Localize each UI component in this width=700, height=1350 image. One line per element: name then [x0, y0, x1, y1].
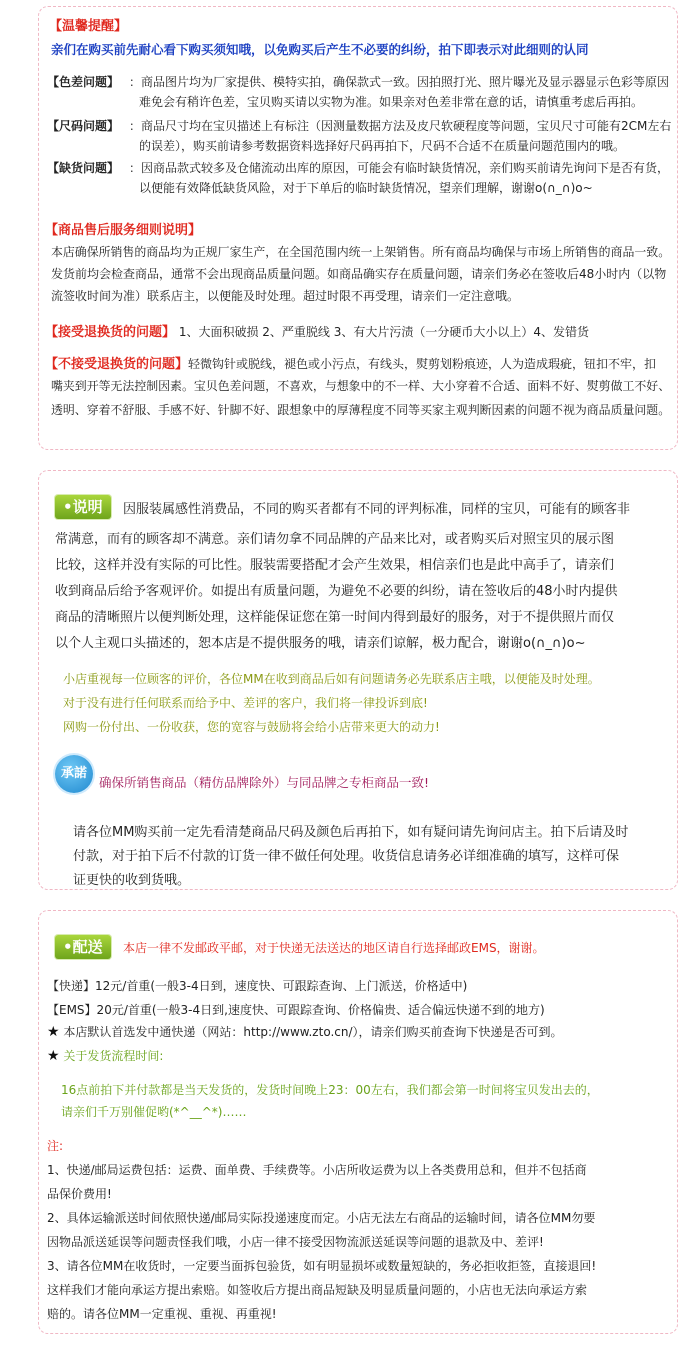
explain-line: 常满意，而有的顾客却不满意。亲们请勿拿不同品牌的产品来比对，或者购买后对照宝贝的展示图: [55, 532, 615, 547]
star-icon: ★: [47, 1024, 60, 1040]
explain-line: 因服装属感性消费品，不同的购买者都有不同的评判标准，同样的宝贝，可能有的顾客非: [123, 502, 631, 517]
reject-return-row: [45, 353, 656, 372]
aftersale-line: 本店确保所销售的商品均为正规厂家生产，在全国范围内统一上架销售。所有商品均确保与市场上所销售的商品一致。: [51, 245, 671, 259]
note-line: 赔的。请各位MM一定重视、重视、再重视!: [47, 1307, 277, 1321]
item-label: 【缺货问题】: [47, 161, 120, 175]
note-line: 因物品派送延误等问题责怪我们哦，小店一律不接受因物流派送延误等问题的退款及中、差评!: [47, 1235, 544, 1249]
explain-line: 以个人主观口头描述的，恕本店是不提供服务的哦，请亲们谅解，极力配合，谢谢o(∩_∩)o~: [55, 636, 586, 651]
ship-time-line: 请亲们千万别催促哟(*^__^*)……: [61, 1105, 247, 1119]
reject-text: 嘴夹到开等无法控制因素。宝贝色差问题，不喜欢，与想象中的不一样、大小穿着不合适、面料不好、熨剪做工不好、: [51, 379, 671, 393]
promise-text: 确保所销售商品（精仿品牌除外）与同品牌之专柜商品一致!: [99, 775, 430, 790]
item-text: ：商品图片均为厂家提供、模特实拍，确保款式一致。因拍照打光、照片曝光及显示器显示色彩等原因: [129, 75, 670, 89]
reject-text: 透明、穿着不舒服、手感不好、针脚不好、跟想象中的厚薄程度不同等买家主观判断因素的问题不视为商品质量问题。: [51, 403, 671, 417]
aftersale-title: 【商品售后服务细则说明】: [45, 223, 202, 238]
item-text: 以便能有效降低缺货风险，对于下单后的临时缺货情况，望亲们理解，谢谢o(∩_∩)o~: [139, 181, 593, 195]
delivery-badge: •配送: [55, 935, 111, 959]
purchase-advice-line: 证更快的收到货哦。: [73, 873, 191, 888]
item-label: 【尺码问题】: [47, 119, 120, 133]
ship-flow-title: 关于发货流程时间:: [63, 1049, 164, 1063]
accept-text: 1、大面积破损 2、严重脱线 3、有大片污渍（一分硬币大小以上）4、发错货: [175, 325, 590, 339]
note-line: 2、具体运输派送时间依照快递/邮局实际投递速度而定。小店无法左右商品的运输时间，请各位MM勿要: [47, 1211, 596, 1225]
delivery-intro: 本店一律不发邮政平邮，对于快递无法送达的地区请自行选择邮政EMS，谢谢。: [123, 941, 545, 955]
delivery-panel: [38, 910, 678, 1334]
ship-flow-row: [47, 1047, 163, 1064]
review-note: 网购一份付出、一份收获，您的宽容与鼓励将会给小店带来更大的动力!: [63, 720, 440, 734]
promise-badge: 承諾: [55, 755, 93, 793]
reject-title: 【不接受退换货的问题】: [45, 357, 189, 372]
item-text: 难免会有稍许色差，宝贝购买请以实物为准。如果亲对色差非常在意的话，请慎重考虑后再拍。: [139, 95, 644, 109]
explain-badge: •说明: [55, 495, 111, 519]
explain-line: 商品的清晰照片以便判断处理，这样能保证您在第一时间内得到最好的服务，对于不提供照片而仅: [55, 610, 615, 625]
star-icon: ★: [47, 1048, 60, 1064]
warm-reminder-tag: 【温馨提醒】: [49, 19, 128, 34]
note-line: 3、请各位MM在收货时，一定要当面拆包验货，如有明显损坏或数量短缺的，务必拒收拒签，直接退回!: [47, 1259, 597, 1273]
reject-text: 轻微钩针或脱线，褪色或小污点，有线头，熨剪划粉痕迹，人为造成瑕疵，钮扣不牢，扣: [188, 357, 657, 371]
purchase-notice-panel: [38, 6, 678, 450]
notice-headline: 亲们在购买前先耐心看下购买须知哦，以免购买后产生不必要的纠纷，拍下即表示对此细则的认同: [51, 42, 589, 57]
default-courier-text: 本店默认首选发中通快递（网站：http://www.zto.cn/），请亲们购买前查询下快递是否可到。: [63, 1025, 563, 1039]
purchase-advice-line: 请各位MM购买前一定先看清楚商品尺码及颜色后再拍下，如有疑问请先询问店主。拍下后请及时: [73, 825, 629, 840]
item-label: 【色差问题】: [47, 75, 120, 89]
item-text: 的误差），购买前请参考数据资料选择好尺码再拍下，尺码不合适不在质量问题范围内的哦。: [139, 139, 626, 153]
note-line: 品保价费用!: [47, 1187, 112, 1201]
accept-return-row: [45, 321, 589, 340]
review-note: 小店重视每一位顾客的评价，各位MM在收到商品后如有问题请务必先联系店主哦，以便能及时处理。: [63, 672, 600, 686]
ems-info: 【EMS】20元/首重(一般3-4日到,速度快、可跟踪查询、价格偏贵、适合偏远快递不到的地方): [47, 1003, 545, 1017]
express-info: 【快递】12元/首重(一般3-4日到，速度快、可跟踪查询、上门派送，价格适中): [47, 979, 468, 993]
purchase-advice-line: 付款，对于拍下后不付款的订货一律不做任何处理。收货信息请务必详细准确的填写，这样可保: [73, 849, 620, 864]
item-text: ：因商品款式较多及仓储流动出库的原因，可能会有临时缺货情况，亲们购买前请先询问下是否有货，: [129, 161, 670, 175]
explanation-panel: [38, 470, 678, 890]
aftersale-line: 发货前均会检查商品，通常不会出现商品质量问题。如商品确实存在质量问题，请亲们务必在签收后48小时内（以物: [51, 267, 667, 281]
explain-line: 收到商品后给予客观评价。如提出有质量问题，为避免不必要的纠纷，请在签收后的48小时内提供: [55, 584, 618, 599]
item-text: ：商品尺寸均在宝贝描述上有标注（因测量数据方法及皮尺软硬程度等问题，宝贝尺寸可能有2CM左右: [129, 119, 672, 133]
note-title: 注:: [47, 1139, 64, 1153]
note-line: 1、快递/邮局运费包括：运费、面单费、手续费等。小店所收运费为以上各类费用总和，但并不包括商: [47, 1163, 587, 1177]
review-note: 对于没有进行任何联系而给予中、差评的客户，我们将一律投诉到底!: [63, 696, 428, 710]
accept-title: 【接受退换货的问题】: [45, 325, 176, 340]
default-courier-row: [47, 1023, 563, 1040]
ship-time-line: 16点前拍下并付款都是当天发货的，发货时间晚上23：00左右，我们都会第一时间将宝贝发出去的，: [61, 1083, 599, 1097]
note-line: 这样我们才能向承运方提出索赔。如签收后方提出商品短缺及明显质量问题的，小店也无法向承运方索: [47, 1283, 588, 1297]
explain-line: 比较，这样并没有实际的可比性。服装需要搭配才会产生效果，相信亲们也是此中高手了，请亲们: [55, 558, 615, 573]
aftersale-line: 流签收时间为准）联系店主，以便能及时处理。超过时限不再受理，请亲们一定注意哦。: [51, 289, 520, 303]
